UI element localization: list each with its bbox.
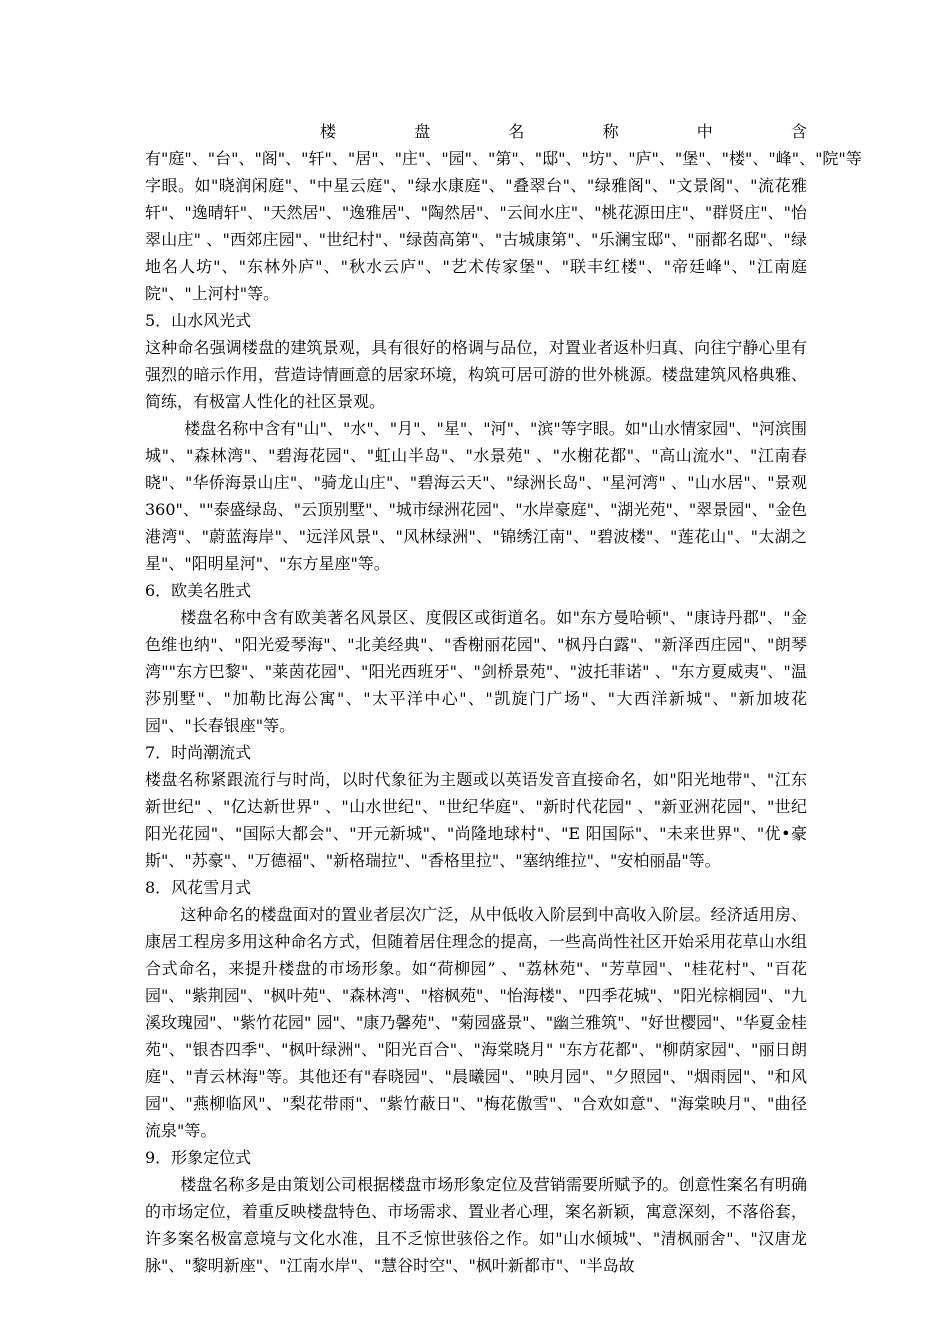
- lead-char: 中: [696, 122, 713, 141]
- section5-paragraph-1: 这种命名强调楼盘的建筑景观，具有很好的格调与品位，对置业者返朴归真、向往宁静心里有强烈的暗示作用，营造诗情画意的居家环境，构筑可居可游的世外桃源。楼盘建筑风格典雅、简练，有极富人性化的社区景观。: [145, 338, 807, 411]
- section6-paragraph-1: 楼盘名称中含有欧美著名风景区、度假区或街道名。如"东方曼哈顿"、"康诗丹郡"、"金色维也纳"、"阳光爱琴海"、"北美经典"、"香榭丽花园"、"枫丹白露"、"新泽西庄园"、"朗琴湾""东方巴黎"、"莱茵花园"、"阳光西班牙"、"剑桥景苑"、"波托菲诺" 、"东方夏威夷"、"温莎别墅"、"加勒比海公寓"、"太平洋中心"、"凯旋门广场"、"大西洋新城"、"新加坡花园"、"长春银座"等。: [145, 608, 807, 735]
- lead-char: 盘: [414, 122, 431, 141]
- lead-char: 楼: [320, 122, 337, 141]
- section7-paragraph-1: 楼盘名称紧跟流行与时尚，以时代象征为主题或以英语发音直接命名，如"阳光地带"、"江东新世纪" 、"亿达新世界" 、"山水世纪"、"世纪华庭"、"新时代花园" 、"新亚洲花园"、"世纪阳光花园"、"国际大都会"、"开元新城"、"尚隆地球村"、"E 阳国际"、"未来世界"、"优•豪斯"、"苏豪"、"万德福"、"新格瑞拉"、"香格里拉"、"塞纳维拉"、"安柏丽晶"等。: [145, 770, 807, 870]
- lead-char: 含: [790, 122, 807, 141]
- section4-lead-line: [145, 118, 807, 145]
- section5-paragraph-2: 楼盘名称中含有"山"、"水"、"月"、"星"、"河"、"滨"等字眼。如"山水情家园"、"河滨围城"、"森林湾"、"碧海花园"、"虹山半岛"、"水景苑" 、"水榭花都"、"高山流水"、"江南春晓"、"华侨海景山庄"、"骑龙山庄"、"碧海云天"、"绿洲长岛"、"星河湾" 、"山水居"、"景观 360"、""泰盛绿岛、"云顶别墅"、"城市绿洲花园"、"水岸豪庭"、"湖光苑"、"翠景园"、"金色港湾"、"蔚蓝海岸"、"远洋风景"、"风林绿洲"、"锦绣江南"、"碧波楼"、"莲花山"、"太湖之星"、"阳明星河"、"东方星座"等。: [145, 419, 807, 573]
- section7-heading: 7．时尚潮流式: [145, 743, 252, 762]
- section9-heading: 9．形象定位式: [145, 1148, 252, 1167]
- section6-heading: 6．欧美名胜式: [145, 581, 252, 600]
- section5-heading: 5．山水风光式: [145, 311, 252, 330]
- section9-paragraph-1: 楼盘名称多是由策划公司根据楼盘市场形象定位及营销需要所赋予的。创意性案名有明确的市场定位，着重反映楼盘特色、市场需求、置业者心理，案名新颖，寓意深刻，不落俗套，许多案名极富意境与文化水准，且不乏惊世骇俗之作。如"山水倾城"、"清枫丽舍"、"汉唐龙脉"、"黎明新座"、"江南水岸"、"慧谷时空"、"枫叶新都市"、"半岛故: [145, 1175, 807, 1275]
- section8-heading: 8．风花雪月式: [145, 878, 252, 897]
- section4-paragraph: 有"庭"、"台"、"阁"、"轩"、"居"、"庄"、"园"、"第"、"邸"、"坊"、"庐"、"堡"、"楼"、"峰"、"院"等字眼。如"晓润闲庭"、"中星云庭"、"绿水康庭"、"叠翠台"、"绿雅阁"、"文景阁"、"流花雅轩"、"逸晴轩"、"天然居"、"逸雅居"、"陶然居"、"云间水庄"、"桃花源田庄"、"群贤庄"、"怡翠山庄" 、"西郊庄园"、"世纪村"、"绿茵高第"、"古城康第"、"乐澜宝邸"、"丽都名邸"、"绿地名人坊"、"东林外庐"、"秋水云庐"、"艺术传家堡"、"联丰红楼"、"帝廷峰"、"江南庭院"、"上河村"等。: [145, 149, 862, 303]
- section8-paragraph-1: 这种命名的楼盘面对的置业者层次广泛，从中低收入阶层到中高收入阶层。经济适用房、康居工程房多用这种命名方式，但随着居住理念的提高，一些高尚性社区开始采用花草山水组合式命名，来提升楼盘的市场形象。如“荷柳园” 、"荔林苑"、"芳草园"、"桂花村"、"百花园"、"紫荆园"、"枫叶苑"、"森林湾"、"榕枫苑"、"怡海楼"、"四季花城"、"阳光棕榈园"、"九溪玫瑰园"、"紫竹花园" 园"、"康乃馨苑"、"菊园盛景"、"幽兰雅筑"、"好世樱园"、"华夏金桂苑"、"银杏四季"、"枫叶绿洲"、"阳光百合"、"海棠晓月" "东方花都"、"柳荫家园"、"丽日朗庭"、"青云林海"等。其他还有"春晓园"、"晨曦园"、"映月园"、"夕照园"、"烟雨园"、"和风园"、"燕柳临风"、"梨花带雨"、"紫竹蔽日"、"梅花傲雪"、"合欢如意"、"海棠映月"、"曲径流泉"等。: [145, 905, 807, 1140]
- lead-char: 名: [508, 122, 525, 141]
- lead-char: 称: [602, 122, 619, 141]
- document-page: [145, 118, 862, 1279]
